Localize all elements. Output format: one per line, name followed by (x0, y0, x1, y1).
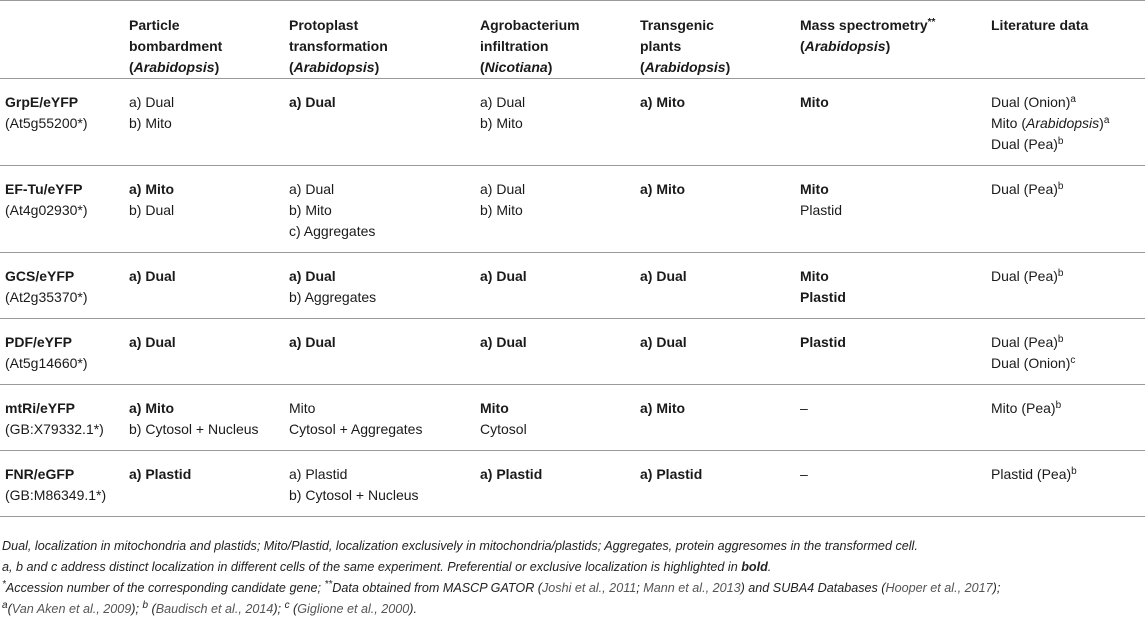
table-header-row (0, 1, 1145, 79)
table-row (0, 166, 1145, 253)
transgenic-cell: a) Plastid (640, 466, 703, 482)
table-row (0, 79, 1145, 166)
table-row (0, 253, 1145, 319)
footnote-definitions: Dual, localization in mitochondria and plastids; Mito/Plastid, localization exclusively in mitochondria/plastids; Aggregates, protein aggresomes in the transformed cell. (2, 539, 918, 553)
mass-spec-cell: Plastid (800, 334, 846, 350)
agrobacterium-cell: a) Dual b) Mito (480, 181, 526, 218)
table-row (0, 385, 1145, 451)
table-row (0, 451, 1145, 517)
citation-link[interactable]: Joshi et al., 2011 (541, 581, 637, 595)
citation-link[interactable]: Giglione et al., 2000 (297, 602, 410, 616)
protoplast-cell: a) Plastid b) Cytosol + Nucleus (289, 466, 419, 503)
transgenic-cell: a) Dual (640, 334, 687, 350)
transgenic-cell: a) Mito (640, 94, 686, 110)
protoplast-cell: a) Dual (289, 94, 336, 110)
literature-cell: Dual (Pea)$^b$ Dual (Onion)$^c$ (991, 334, 1076, 371)
mass-spec-cell: Mito Plastid (800, 268, 846, 305)
agrobacterium-cell: a) Dual (480, 268, 527, 284)
transgenic-cell: a) Dual (640, 268, 687, 284)
header-transgenic-plants: Transgenic plants (Arabidopsis) (640, 17, 731, 75)
transgenic-cell: a) Mito (640, 400, 686, 416)
header-construct (0, 1, 129, 79)
mass-spec-cell: Mito (800, 94, 829, 110)
literature-cell: Dual (Onion)$^a$ Mito (Arabidopsis)$^a$ Dual (Pea)$^b$ (991, 94, 1110, 152)
construct-cell: PDF/eYFP (At5g14660*) (5, 334, 88, 371)
agrobacterium-cell: Mito Cytosol (480, 400, 527, 437)
mass-spec-cell: – (800, 466, 808, 482)
particle-bombardment-cell: a) Mito b) Dual (129, 181, 175, 218)
footnote-letters: a, b and c address distinct localization in different cells of the same experiment. Preferential or exclusive localization is highlighted in bold. (2, 560, 772, 574)
particle-bombardment-cell: a) Dual (129, 334, 176, 350)
literature-cell: Mito (Pea)$^b$ (991, 400, 1062, 416)
citation-link[interactable]: Hooper et al., 2017 (885, 581, 993, 595)
header-literature-data: Literature data (991, 17, 1089, 33)
protoplast-cell: Mito Cytosol + Aggregates (289, 400, 423, 437)
footnote-accession: *Accession number of the corresponding candidate gene; **Data obtained from MASCP GATOR (Joshi et al., 2011; Mann et al., 2013) and SUBA4 Databases (Hooper et al., 2017); (2, 579, 1001, 595)
citation-link[interactable]: Baudisch et al., 2014 (155, 602, 274, 616)
header-agrobacterium-infiltration: Agrobacterium infiltration (Nicotiana) (480, 17, 580, 75)
particle-bombardment-cell: a) Dual b) Mito (129, 94, 175, 131)
construct-cell: EF-Tu/eYFP (At4g02930*) (5, 181, 88, 218)
construct-cell: FNR/eGFP (GB:M86349.1*) (5, 466, 107, 503)
particle-bombardment-cell: a) Dual (129, 268, 176, 284)
protoplast-cell: a) Dual b) Aggregates (289, 268, 377, 305)
header-mass-spectrometry: Mass spectrometry** (Arabidopsis) (800, 17, 936, 54)
header-protoplast-transformation: Protoplast transformation (Arabidopsis) (289, 17, 388, 75)
agrobacterium-cell: a) Dual b) Mito (480, 94, 526, 131)
literature-cell: Plastid (Pea)$^b$ (991, 466, 1077, 482)
agrobacterium-cell: a) Dual (480, 334, 527, 350)
footnote-references: $^a$(Van Aken et al., 2009); $^b$ (Baudisch et al., 2014); $^c$ (Giglione et al., 2000). (2, 600, 417, 616)
literature-cell: Dual (Pea)$^b$ (991, 181, 1064, 197)
protoplast-cell: a) Dual b) Mito c) Aggregates (289, 181, 376, 239)
particle-bombardment-cell: a) Mito b) Cytosol + Nucleus (129, 400, 259, 437)
particle-bombardment-cell: a) Plastid (129, 466, 192, 482)
construct-cell: GrpE/eYFP (At5g55200*) (5, 94, 88, 131)
literature-cell: Dual (Pea)$^b$ (991, 268, 1064, 284)
transgenic-cell: a) Mito (640, 181, 686, 197)
table-row (0, 319, 1145, 385)
mass-spec-cell: Mito Plastid (800, 181, 843, 218)
table-footnotes (2, 536, 1142, 620)
construct-cell: GCS/eYFP (At2g35370*) (5, 268, 88, 305)
construct-cell: mtRi/eYFP (GB:X79332.1*) (5, 400, 104, 437)
protoplast-cell: a) Dual (289, 334, 336, 350)
agrobacterium-cell: a) Plastid (480, 466, 543, 482)
citation-link[interactable]: Mann et al., 2013 (643, 581, 741, 595)
header-particle-bombardment: Particle bombardment (Arabidopsis) (129, 17, 223, 75)
citation-link[interactable]: Van Aken et al., 2009 (11, 602, 132, 616)
mass-spec-cell: – (800, 400, 808, 416)
